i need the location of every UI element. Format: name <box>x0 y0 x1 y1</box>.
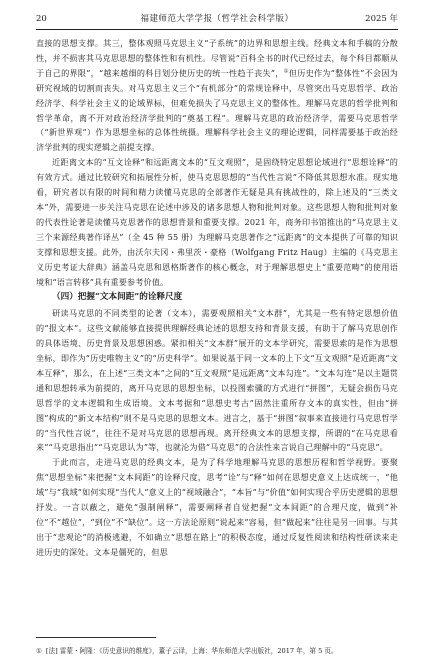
footnote-rule <box>36 637 156 638</box>
publication-year: 2025 年 <box>365 14 398 24</box>
footnote-mark: ① <box>36 647 42 655</box>
header-rule <box>36 29 398 30</box>
page-number: 20 <box>36 14 47 24</box>
running-header <box>36 12 398 26</box>
footnote-text: [法] 雷蒙・阿隆：《历史意识的维度》，董子云译，上海：华东师范大学出版社，2017 年，第 5 页。 <box>45 647 338 655</box>
article-body <box>36 36 398 560</box>
body-paragraph-1 <box>36 36 398 155</box>
paragraph-text: 但历史作为“整体性”不会因为研究视域的切割而丧失。对马克思主义三个“有机部分”的常规诠释中，尽管突出马克思哲学、政治经济学、科学社会主义的论域界标，但难免损失了马克思主义的整体性。理解马克思的哲学批判和哲学革命，离不开对政治经济学批判的“奠基工程”。理解马克思的政治经济学，需要马克思哲学（“新世界观”）作为思想坐标的总体性统摄。理解科学社会主义的理论逻辑，同样需要基于政治经济学批判的现实逻辑之前提支撑。 <box>36 67 398 153</box>
body-paragraph-2: 近距离文本的“互文诠释”和远距离文本的“互文观照”，是固绕特定思想论域进行“思想诠释”的有效方式。通过比较研究和拓展性分析，使马克思思想的“当代性言说”不降低其思想水准。现实地看，研究者以有限的时间和精力读懂马克思的全部著作无疑是具有挑战性的，除上述及的“三类文本”外，需要进一步关注马克思在论述中涉及的诸多思想人物和批判对象。这些思想人物和批判对象的代表性论著是读懂马克思著作的思想背景和重要支撑。2021 年，商务印书馆推出的“马克思主义三个来源经典著作译丛”（全 45 种 55 册）为理解马克思著作之“远距离”的文本提供了可靠的知识支撑和思想支援。此外，由沃尔夫冈・弗里茨・豪格（Wolfgang Fritz Haug）主编的《马克思主义历史考证大辞典》涵盖马克思和恩格斯著作的核心概念，对于理解思想史上“重要范畴”的使用语境和“语言转移”具有重要参考价值。 <box>36 157 398 287</box>
section-heading: （四）把握“文本间距”的诠释尺度 <box>52 292 183 303</box>
body-paragraph-3: 研读马克思的不同类型的论著（文本），需要观照相关“文本群”，尤其是一些有特定思想价值的“报文本”。这些文献能够直接提供理解经典论述的思想支持和背景支援，有助于了解马克思创作的具体语境、历史背景及思想困惑。紧扣相关“文本群”展开的文本学研究，需要思索的是作为思想坐标，即作为“历史唯物主义”的“历史科学”。如果说基于同一文本的上下文“互文观照”是近距离“文本互释”，那么，在上述“三类文本”之间的“互文观照”是远距离“文本勾连”。“文本勾连”是以主题贯通和思想转承为前提的，离开马克思的思想坐标，以投图索骥的方式进行“拼图”，无疑会损伤马克思哲学的文本逻辑和生成语境。文本考据和“思想史考古”固然注重所存文本的真实性，但由“拼图”构成的“新文本结构”则不是马克思的思想文本。进言之，基于“拼图”叙事来直接进行马克思哲学的“当代性言说”，往往不是对马克思的思想再现。离开经典文本的思想支撑，所谓的“在马克思看来”“马克思指出”“马克思认为”等，也就沦为借“马克思”的合法性来言说自己理解中的“马克思”。 <box>36 308 398 453</box>
journal-title: 福建师范大学学报（哲学社会科学版） <box>140 14 294 24</box>
paragraph-text: 直接的思想支撑。其三，整体观照马克思主义“子系统”的边界和思想主线。经典文本和手稿的分散性，并不损害其马克思思想的整体性和有机性。尽管说“百科全书的时代已经过去，每个科目都顺从于自己的界限”，“越来越细的科目划分使历史的统一性趋于丧失”， <box>36 38 398 78</box>
body-paragraph-4: 于此而言，走进马克思的经典文本，是为了科学地理解马克思的思想历程和哲学视野。要聚焦“思想坐标”来把握“文本间距”的诠释尺度，思考“诠”与“释”如何在思想史意义上达成统一，“他域”与“我域”如何实现“当代人”意义上的“视域融合”，“本旨”与“价值”如何实现合乎历史逻辑的思想抒发。一言以蔽之，避免“强制阐释”，需要阐释者自觉把握“文本间距”的合理尺度，做到“补位”不“越位”，“到位”不“缺位”。这一方法论原则“说起来”容易，但“做起来”往往是另一回事。与其出于“悲观论”的消极逃避，不如确立“思想在路上”的积极态度，通过反复性阅读和结构性研读来走进历史的深处。文本是僵死的，但思 <box>36 457 398 557</box>
footnote <box>36 646 398 656</box>
footnote-reference: ① <box>283 68 289 75</box>
